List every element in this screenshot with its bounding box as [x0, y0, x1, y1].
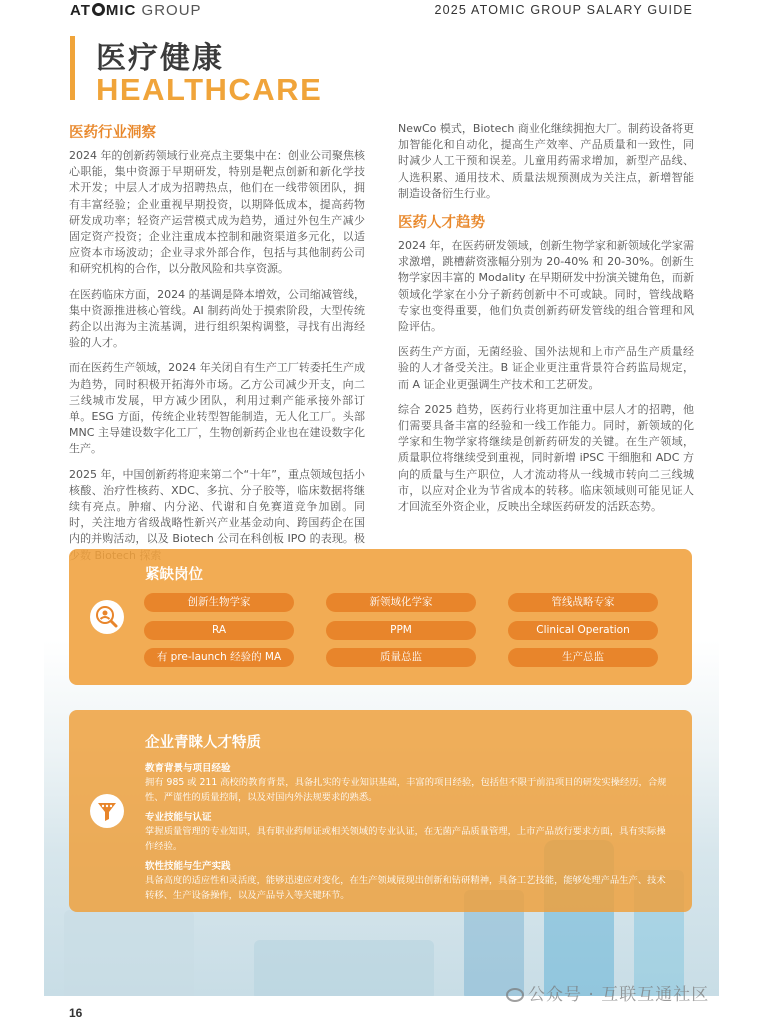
position-tag: PPM: [326, 621, 476, 640]
position-tag: RA: [144, 621, 294, 640]
paragraph: 在医药临床方面，2024 的基调是降本增效，公司缩减管线，集中资源推进核心管线。AI 制药尚处于摸索阶段，大型传统药企以出海为主流基调，进行组织架构调整，寻找有出海经验的人才。: [69, 287, 365, 350]
title-accent-bar: [70, 36, 75, 100]
logo-o-ring: [92, 3, 105, 16]
page-number: 16: [69, 1006, 83, 1020]
position-tag: 管线战略专家: [508, 593, 658, 612]
position-tag: 新领域化学家: [326, 593, 476, 612]
report-title: 2025 ATOMIC GROUP SALARY GUIDE: [434, 3, 693, 17]
paragraph: 而在医药生产领域，2024 年关闭自有生产工厂转委托生产成为趋势，同时积极开拓海外市场。乙方公司减少开支，向二三线城市发展，甲方减少团队，利用过剩产能承接外部订单。ESG 方面，传统企业转型智能制造，无人化工厂。头部 MNC 主导建设数字化工厂，生物创新药企业也在建设数字化生产。: [69, 361, 365, 456]
section-title-industry-insight: 医药行业洞察: [69, 125, 156, 141]
watermark: 公众号 · 互联互通社区: [506, 980, 709, 1005]
company-logo: AT MIC GROUP: [70, 2, 202, 19]
paragraph: 2025 年，中国创新药将迎来第二个“十年”，重点领域包括小核酸、治疗性核药、XDC、多抗、分子胶等，临床数据将继续有亮点。肿瘤、内分泌、代谢和自免赛道竞争加剧。同时，关注地方省级战略性新兴产业基金动向、跨国药企在国内的并购活动，以及 Biotech 公司在科创板 IPO 的表现。极: [69, 467, 365, 546]
page-title-cn: 医疗健康: [96, 41, 224, 76]
section-title-talent-trends: 医药人才趋势: [398, 215, 485, 232]
funnel-icon: [90, 794, 124, 828]
page-title-en: HEALTHCARE: [96, 72, 323, 107]
talent-traits-panel: [69, 710, 692, 912]
talent-traits-title: 企业青睐人才特质: [145, 735, 261, 751]
trait-title: 专业技能与认证: [145, 812, 212, 823]
position-tag: 质量总监: [326, 648, 476, 667]
trait-body: 掌握质量管理的专业知识，具有职业药师证或相关领域的专业认证，在无菌产品质量管理，上市产品放行要求方面，具有实际操作经验。: [145, 826, 666, 852]
trait-item: [145, 809, 670, 854]
trait-body: 具备高度的适应性和灵活度，能够迅速应对变化，在生产领域展现出创新和钻研精神，具备工艺技能，能够处理产品生产、技术转移、生产设备操作，以及产品导入等关键环节。: [145, 875, 666, 901]
paragraph: NewCo 模式，Biotech 商业化继续拥抱大厂。制药设备将更加智能化和自动化，提高生产效率、产品质量和一致性，同时减少人工干预和误差。儿童用药需求增加，新型产品线、人选积累、通用技术、质量法规预测成为关注点，新增智能制造设备衍生行业。: [398, 122, 694, 200]
scarce-positions-title: 紧缺岗位: [145, 567, 203, 583]
scarce-positions-panel: [69, 549, 692, 685]
wechat-icon: [506, 988, 524, 1002]
left-column: [69, 121, 365, 573]
trait-item: [145, 760, 670, 805]
paragraph: 2024 年，在医药研发领域，创新生物学家和新领域化学家需求激增，跳槽薪资涨幅分别为 20-40% 和 20-30%。创新生物学家因丰富的 Modality 在早期研发中扮演关键角色，而新领域化学家在小分子新药创新中不可或缺。同时，管线战略专家也变得重要，他们负责创新药研发管线的组合管理和风险评估。: [398, 239, 694, 334]
trait-item: [145, 858, 670, 903]
paragraph: 医药生产方面，无菌经验、国外法规和上市产品生产质量经验的人才备受关注。B 证企业更注重背景符合药监局规定，而 A 证企业更强调生产技术和工艺研发。: [398, 345, 694, 391]
paragraph: 2024 年的创新药领域行业亮点主要集中在：创业公司聚焦核心职能，集中资源于早期研发，特别是靶点创新和新化学技术开发；中层人才成为招聘热点，他们在一线带领团队，拥有丰富经验；企业重视早期投资，以期降低成本，提高药物研发成功率；轻资产运营模式成为趋势，通过外包生产减少固定资产投资；企业注重成本控制和融资渠道多元化，以适应资本市场波动；企业寻求外部合作，包括与其他制药公司和研究机构的合作，以分散风险和共享资源。: [69, 149, 365, 276]
position-tag: 生产总监: [508, 648, 658, 667]
search-person-icon: [90, 600, 124, 634]
position-tag: Clinical Operation: [508, 621, 658, 640]
trait-title: 教育背景与项目经验: [145, 763, 231, 774]
position-tag: 创新生物学家: [144, 593, 294, 612]
position-tag: 有 pre-launch 经验的 MA: [144, 648, 294, 667]
paragraph: 综合 2025 趋势，医药行业将更加注重中层人才的招聘，他们需要具备丰富的经验和一线工作能力。同时，新领域的化学家和生物学家将继续是创新药研发的关键。在生产领域，质量职位将继续受到重视，同时新增 iPSC 干细胞和 ADC 方向的质量与生产职位，人才流动将从一线城市转向二三线城市，以应对企业为节省成本的转移。临床领域则可能见证人才回流至外资企业，反映出全球医药研发的活跃态势。: [398, 402, 694, 514]
trait-body: 拥有 985 或 211 高校的教育背景，具备扎实的专业知识基础，丰富的项目经验，包括但不限于前沿项目的研发实操经历，合规性、严谨性的质量控制，以及对国内外法规要求的熟悉。: [145, 777, 667, 803]
right-column: [398, 121, 694, 524]
trait-title: 软性技能与生产实践: [145, 861, 231, 872]
